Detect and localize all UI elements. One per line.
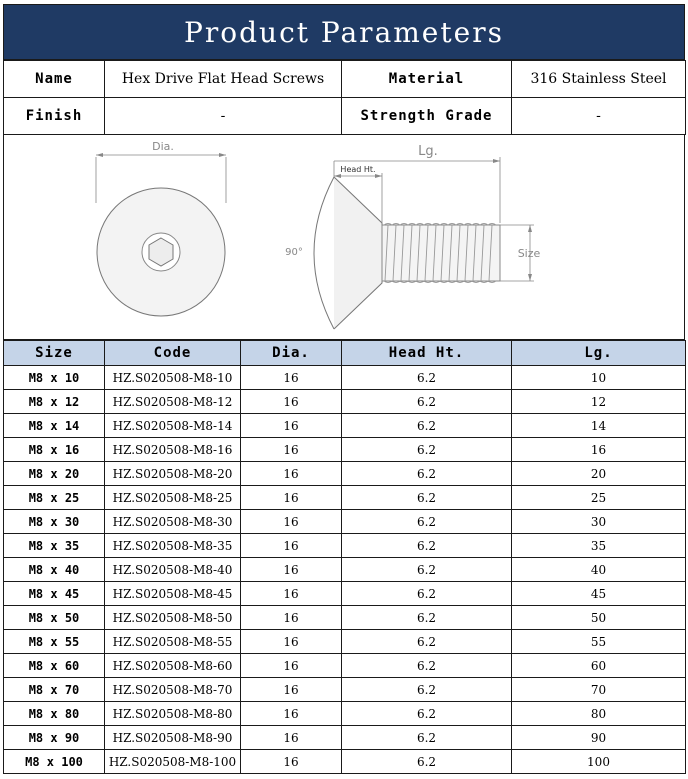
size-cell: M8 x 30: [4, 510, 105, 534]
code-cell: HZ.S020508-M8-35: [105, 534, 241, 558]
head-ht-cell: 6.2: [342, 750, 512, 774]
table-row: [4, 630, 686, 654]
spec-table: [3, 340, 686, 774]
head-ht-label: Head Ht.: [340, 165, 376, 174]
head-ht-cell: 6.2: [342, 702, 512, 726]
lg-cell: 55: [512, 630, 686, 654]
head-ht-cell: 6.2: [342, 678, 512, 702]
spec-table-body: [4, 366, 686, 774]
head-ht-cell: 6.2: [342, 366, 512, 390]
size-header: Size: [4, 341, 105, 366]
lg-cell: 80: [512, 702, 686, 726]
head-ht-cell: 6.2: [342, 462, 512, 486]
table-row: [4, 390, 686, 414]
lg-cell: 50: [512, 606, 686, 630]
head-ht-cell: 6.2: [342, 726, 512, 750]
code-cell: HZ.S020508-M8-12: [105, 390, 241, 414]
screw-side-view: [314, 157, 534, 329]
code-cell: HZ.S020508-M8-10: [105, 366, 241, 390]
dia-cell: 16: [241, 678, 342, 702]
dia-cell: 16: [241, 654, 342, 678]
finish-label: Finish: [4, 98, 105, 135]
head-ht-cell: 6.2: [342, 630, 512, 654]
code-cell: HZ.S020508-M8-20: [105, 462, 241, 486]
info-row-name: [4, 61, 686, 98]
table-row: [4, 582, 686, 606]
table-row: [4, 750, 686, 774]
dia-cell: 16: [241, 414, 342, 438]
size-cell: M8 x 35: [4, 534, 105, 558]
lg-cell: 35: [512, 534, 686, 558]
code-cell: HZ.S020508-M8-55: [105, 630, 241, 654]
info-row-finish: [4, 98, 686, 135]
dia-cell: 16: [241, 606, 342, 630]
code-cell: HZ.S020508-M8-14: [105, 414, 241, 438]
head-ht-cell: 6.2: [342, 486, 512, 510]
lg-cell: 10: [512, 366, 686, 390]
size-cell: M8 x 40: [4, 558, 105, 582]
table-row: [4, 510, 686, 534]
size-cell: M8 x 20: [4, 462, 105, 486]
head-ht-cell: 6.2: [342, 582, 512, 606]
table-row: [4, 558, 686, 582]
code-cell: HZ.S020508-M8-60: [105, 654, 241, 678]
code-header: Code: [105, 341, 241, 366]
lg-cell: 30: [512, 510, 686, 534]
table-row: [4, 678, 686, 702]
lg-cell: 100: [512, 750, 686, 774]
table-row: [4, 486, 686, 510]
dia-cell: 16: [241, 750, 342, 774]
code-cell: HZ.S020508-M8-50: [105, 606, 241, 630]
size-cell: M8 x 16: [4, 438, 105, 462]
size-cell: M8 x 80: [4, 702, 105, 726]
lg-cell: 45: [512, 582, 686, 606]
lg-cell: 14: [512, 414, 686, 438]
dia-cell: 16: [241, 630, 342, 654]
size-cell: M8 x 90: [4, 726, 105, 750]
size-cell: M8 x 12: [4, 390, 105, 414]
head-ht-cell: 6.2: [342, 606, 512, 630]
code-cell: HZ.S020508-M8-90: [105, 726, 241, 750]
dia-header: Dia.: [241, 341, 342, 366]
dia-cell: 16: [241, 390, 342, 414]
table-row: [4, 414, 686, 438]
info-table: [3, 60, 686, 135]
product-parameters-sheet: [3, 4, 685, 774]
head-ht-cell: 6.2: [342, 390, 512, 414]
code-cell: HZ.S020508-M8-70: [105, 678, 241, 702]
spec-header-row: [4, 341, 686, 366]
code-cell: HZ.S020508-M8-40: [105, 558, 241, 582]
table-row: [4, 534, 686, 558]
lg-cell: 60: [512, 654, 686, 678]
finish-value: -: [105, 98, 342, 135]
dia-cell: 16: [241, 486, 342, 510]
table-row: [4, 438, 686, 462]
table-row: [4, 462, 686, 486]
size-cell: M8 x 45: [4, 582, 105, 606]
dia-cell: 16: [241, 510, 342, 534]
lg-cell: 25: [512, 486, 686, 510]
lg-cell: 20: [512, 462, 686, 486]
dia-cell: 16: [241, 702, 342, 726]
grade-value: -: [512, 98, 686, 135]
code-cell: HZ.S020508-M8-100: [105, 750, 241, 774]
size-cell: M8 x 50: [4, 606, 105, 630]
dia-cell: 16: [241, 558, 342, 582]
head-ht-cell: 6.2: [342, 438, 512, 462]
code-cell: HZ.S020508-M8-80: [105, 702, 241, 726]
dia-cell: 16: [241, 366, 342, 390]
page-title: Product Parameters: [3, 4, 685, 60]
size-label: Size: [517, 247, 541, 260]
head-ht-cell: 6.2: [342, 534, 512, 558]
name-value: Hex Drive Flat Head Screws: [105, 61, 342, 98]
code-cell: HZ.S020508-M8-25: [105, 486, 241, 510]
name-label: Name: [4, 61, 105, 98]
dia-cell: 16: [241, 462, 342, 486]
size-cell: M8 x 100: [4, 750, 105, 774]
lg-cell: 12: [512, 390, 686, 414]
code-cell: HZ.S020508-M8-30: [105, 510, 241, 534]
size-cell: M8 x 10: [4, 366, 105, 390]
head-ht-cell: 6.2: [342, 510, 512, 534]
head-top-view: [96, 153, 226, 316]
lg-label: Lg.: [418, 144, 438, 159]
angle-label: 90°: [285, 247, 303, 258]
material-label: Material: [342, 61, 512, 98]
table-row: [4, 726, 686, 750]
head-ht-cell: 6.2: [342, 558, 512, 582]
size-cell: M8 x 14: [4, 414, 105, 438]
lg-cell: 70: [512, 678, 686, 702]
size-cell: M8 x 55: [4, 630, 105, 654]
head-ht-cell: 6.2: [342, 654, 512, 678]
dia-cell: 16: [241, 582, 342, 606]
code-cell: HZ.S020508-M8-45: [105, 582, 241, 606]
grade-label: Strength Grade: [342, 98, 512, 135]
dia-cell: 16: [241, 438, 342, 462]
size-cell: M8 x 70: [4, 678, 105, 702]
material-value: 316 Stainless Steel: [512, 61, 686, 98]
head-ht-cell: 6.2: [342, 414, 512, 438]
lg-cell: 40: [512, 558, 686, 582]
table-row: [4, 606, 686, 630]
table-row: [4, 702, 686, 726]
code-cell: HZ.S020508-M8-16: [105, 438, 241, 462]
dia-label: Dia.: [152, 140, 174, 153]
size-cell: M8 x 60: [4, 654, 105, 678]
technical-drawing: [3, 135, 685, 340]
table-row: [4, 366, 686, 390]
lg-header: Lg.: [512, 341, 686, 366]
lg-cell: 16: [512, 438, 686, 462]
screw-drawing-svg: [4, 135, 686, 340]
lg-cell: 90: [512, 726, 686, 750]
head-ht-header: Head Ht.: [342, 341, 512, 366]
size-cell: M8 x 25: [4, 486, 105, 510]
dia-cell: 16: [241, 726, 342, 750]
table-row: [4, 654, 686, 678]
dia-cell: 16: [241, 534, 342, 558]
